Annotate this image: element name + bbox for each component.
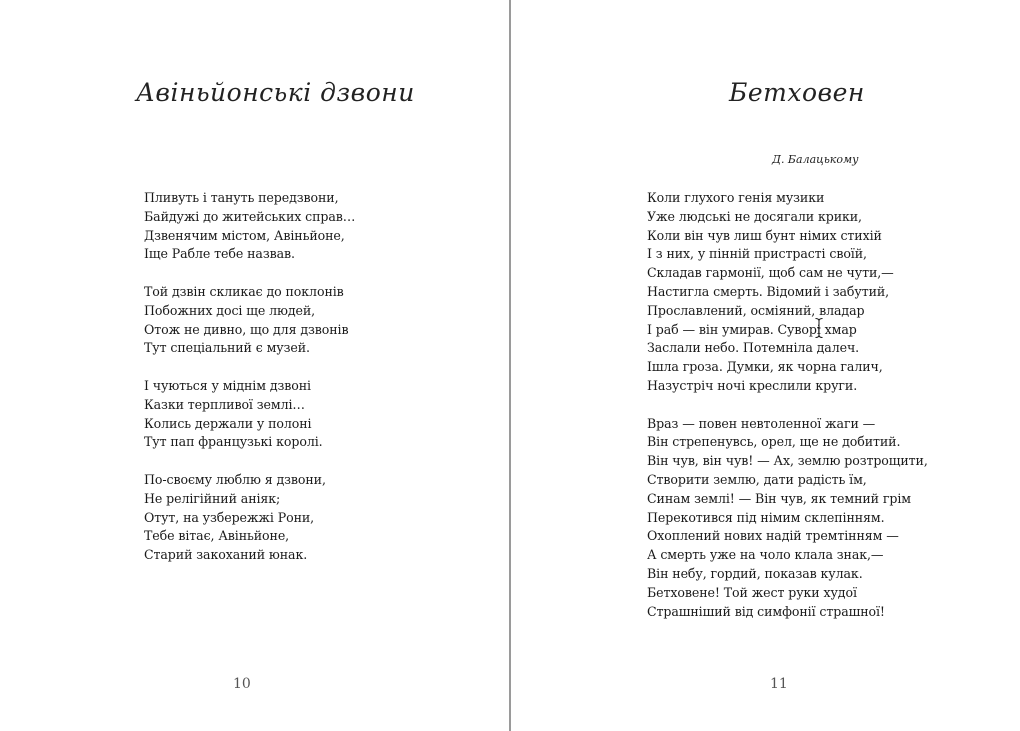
stanza <box>647 415 928 622</box>
poem-line: Тебе вітає, Авіньйоне, <box>144 528 290 544</box>
poem-title: Авіньйонські дзвони <box>136 78 415 107</box>
poem-line: Охоплений нових надій тремтінням — <box>647 528 899 544</box>
poem-line: Він небу, гордий, показав кулак. <box>647 565 863 581</box>
poem-line: Заслали небо. Потемніла далеч. <box>647 340 860 356</box>
poem-line: Казки терпливої землі… <box>144 396 305 412</box>
poem-line: Пливуть і тануть передзвони, <box>144 190 339 205</box>
poem-text <box>144 189 355 584</box>
left-page <box>0 0 509 731</box>
poem-line: А смерть уже на чоло клала знак,— <box>647 547 884 563</box>
poem-line: Не релігійний аніяк; <box>144 490 281 506</box>
poem-line: Назустріч ночі креслили круги. <box>647 377 858 393</box>
poem-line: Страшніший від симфонії страшної! <box>647 603 885 619</box>
poem-line: І раб — він умирав. Суворі хмар <box>647 321 857 337</box>
poem-line: Коли глухого генія музики <box>647 190 825 205</box>
poem-line: Іще Рабле тебе назвав. <box>144 246 295 262</box>
poem-line: Отут, на узбережжі Рони, <box>144 509 315 525</box>
poem-line: По-своєму люблю я дзвони, <box>144 471 326 487</box>
poem-line: Тут пап французькі королі. <box>144 434 323 450</box>
poem-title: Бетховен <box>729 78 865 107</box>
right-page <box>511 0 1020 731</box>
poem-line: Враз — повен невтоленної жаги — <box>647 415 876 431</box>
poem-line: Ішла гроза. Думки, як чорна галич, <box>647 359 883 375</box>
poem-line: Він стрепенувсь, орел, ще не добитий. <box>647 434 901 450</box>
poem-line: Колись держали у полоні <box>144 415 312 431</box>
poem-line: Бетховене! Той жест руки худої <box>647 584 857 600</box>
poem-text <box>647 189 928 640</box>
poem-line: Він чув, він чув! — Ах, землю розтрощити, <box>647 453 928 469</box>
poem-line: Побожних досі ще людей, <box>144 302 316 318</box>
page-number: 10 <box>233 676 251 692</box>
poem-line: Складав гармонії, щоб сам не чути,— <box>647 265 894 281</box>
stanza <box>144 189 355 264</box>
poem-line: Тут спеціальний є музей. <box>144 340 310 356</box>
poem-line: Уже людські не досягали крики, <box>647 208 862 224</box>
text-cursor-icon <box>815 318 823 338</box>
stanza <box>647 189 928 396</box>
stanza <box>144 377 355 452</box>
poem-line: Старий закоханий юнак. <box>144 547 308 563</box>
poem-line: Прославлений, осміяний, владар <box>647 302 865 318</box>
poem-line: Байдужі до житейських справ… <box>144 208 356 224</box>
poem-line: Коли він чув лиш бунт німих стихій <box>647 227 882 243</box>
stanza <box>144 471 355 565</box>
poem-line: Настигла смерть. Відомий і забутий, <box>647 283 890 299</box>
poem-line: Синам землі! — Він чув, як темний грім <box>647 490 911 506</box>
poem-line: Перекотився під німим склепінням. <box>647 509 885 525</box>
page-number: 11 <box>770 676 788 692</box>
dedication: Д. Балацькому <box>772 153 859 166</box>
poem-line: І з них, у пінній пристрасті своїй, <box>647 246 867 262</box>
poem-line: Дзвенячим містом, Авіньйоне, <box>144 227 345 243</box>
poem-line: Створити землю, дати радість їм, <box>647 471 867 487</box>
poem-line: Той дзвін скликає до поклонів <box>144 283 344 299</box>
poem-line: Отож не дивно, що для дзвонів <box>144 321 349 337</box>
poem-line: І чуються у міднім дзвоні <box>144 377 311 393</box>
stanza <box>144 283 355 358</box>
